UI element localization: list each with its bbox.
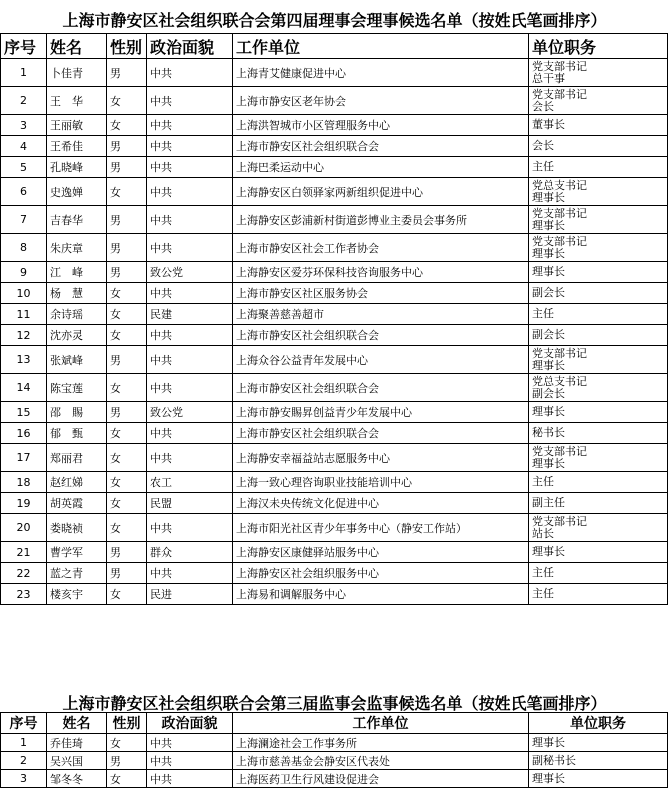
cell-name: 郁 甄 (47, 423, 107, 444)
cell-sex: 男 (107, 402, 147, 423)
duty-line: 理事长 (532, 218, 565, 232)
cell-sex: 女 (107, 374, 147, 402)
duty-line: 党支部书记 (532, 87, 587, 101)
cell-sex: 女 (107, 115, 147, 136)
cell-sex: 男 (107, 157, 147, 178)
header-duty: 单位职务 (529, 713, 668, 734)
cell-no: 1 (1, 59, 47, 87)
table-row (1, 325, 668, 346)
cell-name: 邵 賜 (47, 402, 107, 423)
duty-line: 会长 (532, 139, 554, 152)
cell-name: 娄晓祯 (47, 514, 107, 542)
duty-line: 党支部书记 (532, 346, 587, 360)
cell-no: 23 (1, 584, 47, 605)
cell-org: 上海市静安区社会组织联合会 (233, 423, 529, 444)
cell-no: 7 (1, 206, 47, 234)
header-duty: 单位职务 (529, 34, 668, 59)
cell-party: 中共 (147, 115, 233, 136)
cell-duty (529, 563, 668, 584)
cell-org: 上海澜途社会工作事务所 (233, 734, 529, 752)
cell-party: 民进 (147, 584, 233, 605)
cell-party: 民盟 (147, 493, 233, 514)
table-row (1, 493, 668, 514)
cell-no: 5 (1, 157, 47, 178)
supervisor-table-body (1, 734, 668, 788)
board-table-body (1, 59, 668, 605)
cell-name: 王 华 (47, 87, 107, 115)
cell-party: 群众 (147, 542, 233, 563)
cell-party: 中共 (147, 206, 233, 234)
cell-org: 上海市静安区老年协会 (233, 87, 529, 115)
cell-duty (529, 283, 668, 304)
table-row (1, 304, 668, 325)
table-row (1, 752, 668, 770)
header-sex: 性别 (107, 713, 147, 734)
cell-no: 18 (1, 472, 47, 493)
cell-party: 中共 (147, 514, 233, 542)
header-party: 政治面貌 (147, 713, 233, 734)
cell-sex: 男 (107, 262, 147, 283)
cell-no: 3 (1, 115, 47, 136)
duty-line: 理事长 (532, 265, 565, 278)
table-row (1, 402, 668, 423)
cell-sex: 女 (107, 584, 147, 605)
duty-line: 主任 (532, 160, 554, 173)
cell-name: 江 峰 (47, 262, 107, 283)
cell-org: 上海静安区爱芬环保科技咨询服务中心 (233, 262, 529, 283)
cell-org: 上海汉未央传统文化促进中心 (233, 493, 529, 514)
duty-line: 主任 (532, 307, 554, 320)
cell-org: 上海静安幸福益站志愿服务中心 (233, 444, 529, 472)
cell-duty (529, 115, 668, 136)
cell-name: 余诗瑶 (47, 304, 107, 325)
cell-duty (529, 325, 668, 346)
duty-line: 秘书长 (532, 426, 565, 439)
cell-no: 12 (1, 325, 47, 346)
cell-org: 上海一致心理咨询职业技能培训中心 (233, 472, 529, 493)
cell-sex: 男 (107, 59, 147, 87)
cell-sex: 女 (107, 423, 147, 444)
cell-sex: 女 (107, 472, 147, 493)
cell-org: 上海医药卫生行风建设促进会 (233, 770, 529, 788)
table-row (1, 234, 668, 262)
cell-no: 20 (1, 514, 47, 542)
cell-sex: 男 (107, 206, 147, 234)
cell-sex: 男 (107, 136, 147, 157)
cell-duty (529, 178, 668, 206)
cell-org: 上海市静安区社会组织联合会 (233, 325, 529, 346)
table-header-row (1, 34, 668, 59)
cell-no: 11 (1, 304, 47, 325)
cell-org: 上海洪智城市小区管理服务中心 (233, 115, 529, 136)
duty-line: 副秘书长 (532, 753, 576, 767)
duty-line: 主任 (532, 475, 554, 488)
cell-party: 中共 (147, 734, 233, 752)
cell-party: 中共 (147, 136, 233, 157)
table-row (1, 262, 668, 283)
header-no: 序号 (1, 713, 47, 734)
duty-line: 理事长 (532, 405, 565, 418)
duty-line: 站长 (532, 526, 554, 540)
cell-name: 乔佳琦 (47, 734, 107, 752)
duty-line: 董事长 (532, 118, 565, 131)
duty-line: 主任 (532, 587, 554, 600)
duty-line: 理事长 (532, 545, 565, 558)
cell-party: 中共 (147, 770, 233, 788)
cell-sex: 女 (107, 325, 147, 346)
cell-party: 中共 (147, 325, 233, 346)
duty-line: 理事长 (532, 735, 565, 749)
supervisor-candidates-table (0, 712, 668, 788)
table-row (1, 584, 668, 605)
table-row (1, 87, 668, 115)
cell-party: 中共 (147, 346, 233, 374)
cell-sex: 男 (107, 752, 147, 770)
cell-org: 上海静安区白领驿家两新组织促进中心 (233, 178, 529, 206)
cell-name: 赵红娣 (47, 472, 107, 493)
duty-line: 党支部书记 (532, 444, 587, 458)
cell-duty (529, 444, 668, 472)
cell-name: 朱庆章 (47, 234, 107, 262)
cell-org: 上海市静安区社区服务协会 (233, 283, 529, 304)
cell-duty (529, 206, 668, 234)
duty-line: 理事长 (532, 190, 565, 204)
cell-no: 3 (1, 770, 47, 788)
cell-org: 上海静安区社会组织服务中心 (233, 563, 529, 584)
cell-no: 17 (1, 444, 47, 472)
cell-no: 2 (1, 752, 47, 770)
duty-line: 党支部书记 (532, 59, 587, 73)
cell-name: 陈宝莲 (47, 374, 107, 402)
duty-line: 理事长 (532, 456, 565, 470)
cell-party: 中共 (147, 87, 233, 115)
cell-sex: 女 (107, 770, 147, 788)
header-sex: 性别 (107, 34, 147, 59)
cell-duty (529, 752, 668, 770)
table-row (1, 770, 668, 788)
cell-org: 上海市静安賜昇创益青少年发展中心 (233, 402, 529, 423)
table-row (1, 563, 668, 584)
cell-org: 上海静安区康健驿站服务中心 (233, 542, 529, 563)
duty-line: 会长 (532, 99, 554, 113)
cell-duty (529, 584, 668, 605)
duty-line: 党总支书记 (532, 374, 587, 388)
table-row (1, 734, 668, 752)
cell-name: 沈亦灵 (47, 325, 107, 346)
cell-name: 吴兴国 (47, 752, 107, 770)
table-row (1, 115, 668, 136)
header-org: 工作单位 (233, 34, 529, 59)
duty-line: 副会长 (532, 286, 565, 299)
duty-line: 理事长 (532, 771, 565, 785)
cell-org: 上海静安区彭浦新村街道彭博业主委员会事务所 (233, 206, 529, 234)
cell-sex: 男 (107, 563, 147, 584)
cell-sex: 女 (107, 514, 147, 542)
cell-party: 中共 (147, 59, 233, 87)
cell-name: 胡英霞 (47, 493, 107, 514)
cell-no: 1 (1, 734, 47, 752)
cell-duty (529, 304, 668, 325)
cell-no: 22 (1, 563, 47, 584)
cell-org: 上海市静安区社会组织联合会 (233, 136, 529, 157)
cell-name: 曹学军 (47, 542, 107, 563)
duty-line: 副主任 (532, 496, 565, 509)
cell-name: 杨 慧 (47, 283, 107, 304)
cell-party: 致公党 (147, 402, 233, 423)
duty-line: 总干事 (532, 71, 565, 85)
header-name: 姓名 (47, 713, 107, 734)
cell-party: 中共 (147, 234, 233, 262)
cell-name: 蓝之青 (47, 563, 107, 584)
cell-duty (529, 59, 668, 87)
cell-duty (529, 423, 668, 444)
cell-org: 上海众谷公益青年发展中心 (233, 346, 529, 374)
cell-party: 中共 (147, 444, 233, 472)
table-row (1, 472, 668, 493)
cell-party: 中共 (147, 178, 233, 206)
cell-no: 15 (1, 402, 47, 423)
cell-name: 王希佳 (47, 136, 107, 157)
board-candidates-table (0, 33, 668, 605)
cell-org: 上海青艾健康促进中心 (233, 59, 529, 87)
cell-org: 上海市慈善基金会静安区代表处 (233, 752, 529, 770)
cell-party: 中共 (147, 157, 233, 178)
cell-org: 上海市阳光社区青少年事务中心（静安工作站） (233, 514, 529, 542)
cell-name: 楼亥宇 (47, 584, 107, 605)
table-header-row (1, 713, 668, 734)
table-row (1, 374, 668, 402)
duty-line: 党支部书记 (532, 206, 587, 220)
duty-line: 党支部书记 (532, 514, 587, 528)
header-name: 姓名 (47, 34, 107, 59)
table-row (1, 136, 668, 157)
cell-name: 张斌峰 (47, 346, 107, 374)
cell-no: 19 (1, 493, 47, 514)
cell-party: 致公党 (147, 262, 233, 283)
cell-no: 6 (1, 178, 47, 206)
cell-party: 中共 (147, 374, 233, 402)
cell-party: 民建 (147, 304, 233, 325)
header-org: 工作单位 (233, 713, 529, 734)
cell-name: 邹冬冬 (47, 770, 107, 788)
cell-org: 上海市静安区社会工作者协会 (233, 234, 529, 262)
cell-name: 卜佳青 (47, 59, 107, 87)
table-row (1, 59, 668, 87)
cell-sex: 女 (107, 283, 147, 304)
table-row (1, 178, 668, 206)
cell-duty (529, 514, 668, 542)
cell-sex: 女 (107, 178, 147, 206)
cell-duty (529, 472, 668, 493)
cell-no: 10 (1, 283, 47, 304)
cell-duty (529, 87, 668, 115)
cell-sex: 男 (107, 346, 147, 374)
table-row (1, 444, 668, 472)
supervisor-list-title: 上海市静安区社会组织联合会第三届监事会监事候选名单（按姓氏笔画排序） (62, 694, 607, 713)
cell-name: 史逸婵 (47, 178, 107, 206)
cell-sex: 女 (107, 444, 147, 472)
duty-line: 党支部书记 (532, 234, 587, 248)
cell-name: 王丽敏 (47, 115, 107, 136)
cell-org: 上海易和调解服务中心 (233, 584, 529, 605)
cell-org: 上海市静安区社会组织联合会 (233, 374, 529, 402)
cell-no: 2 (1, 87, 47, 115)
cell-party: 农工 (147, 472, 233, 493)
cell-no: 8 (1, 234, 47, 262)
duty-line: 主任 (532, 566, 554, 579)
cell-duty (529, 157, 668, 178)
cell-party: 中共 (147, 563, 233, 584)
cell-no: 21 (1, 542, 47, 563)
cell-name: 吉春华 (47, 206, 107, 234)
cell-org: 上海巴柔运动中心 (233, 157, 529, 178)
cell-sex: 女 (107, 734, 147, 752)
duty-line: 副会长 (532, 328, 565, 341)
cell-no: 9 (1, 262, 47, 283)
cell-duty (529, 262, 668, 283)
duty-line: 副会长 (532, 386, 565, 400)
cell-no: 13 (1, 346, 47, 374)
cell-org: 上海聚善慈善超市 (233, 304, 529, 325)
cell-sex: 男 (107, 234, 147, 262)
cell-duty (529, 542, 668, 563)
cell-sex: 女 (107, 493, 147, 514)
cell-duty (529, 493, 668, 514)
cell-duty (529, 136, 668, 157)
cell-no: 16 (1, 423, 47, 444)
cell-no: 14 (1, 374, 47, 402)
table-row (1, 206, 668, 234)
cell-no: 4 (1, 136, 47, 157)
cell-party: 中共 (147, 423, 233, 444)
cell-sex: 女 (107, 87, 147, 115)
cell-party: 中共 (147, 752, 233, 770)
cell-sex: 女 (107, 304, 147, 325)
duty-line: 党总支书记 (532, 178, 587, 192)
table-row (1, 283, 668, 304)
board-list-title: 上海市静安区社会组织联合会第四届理事会理事候选名单（按姓氏笔画排序） (62, 11, 607, 30)
table-row (1, 542, 668, 563)
cell-duty (529, 402, 668, 423)
cell-duty (529, 234, 668, 262)
table-row (1, 157, 668, 178)
header-party: 政治面貌 (147, 34, 233, 59)
cell-party: 中共 (147, 283, 233, 304)
table-row (1, 346, 668, 374)
cell-name: 孔晓峰 (47, 157, 107, 178)
cell-sex: 男 (107, 542, 147, 563)
table-row (1, 514, 668, 542)
duty-line: 理事长 (532, 246, 565, 260)
table-row (1, 423, 668, 444)
cell-duty (529, 770, 668, 788)
header-no: 序号 (1, 34, 47, 59)
cell-name: 郑丽君 (47, 444, 107, 472)
cell-duty (529, 346, 668, 374)
cell-duty (529, 374, 668, 402)
cell-duty (529, 734, 668, 752)
duty-line: 理事长 (532, 358, 565, 372)
